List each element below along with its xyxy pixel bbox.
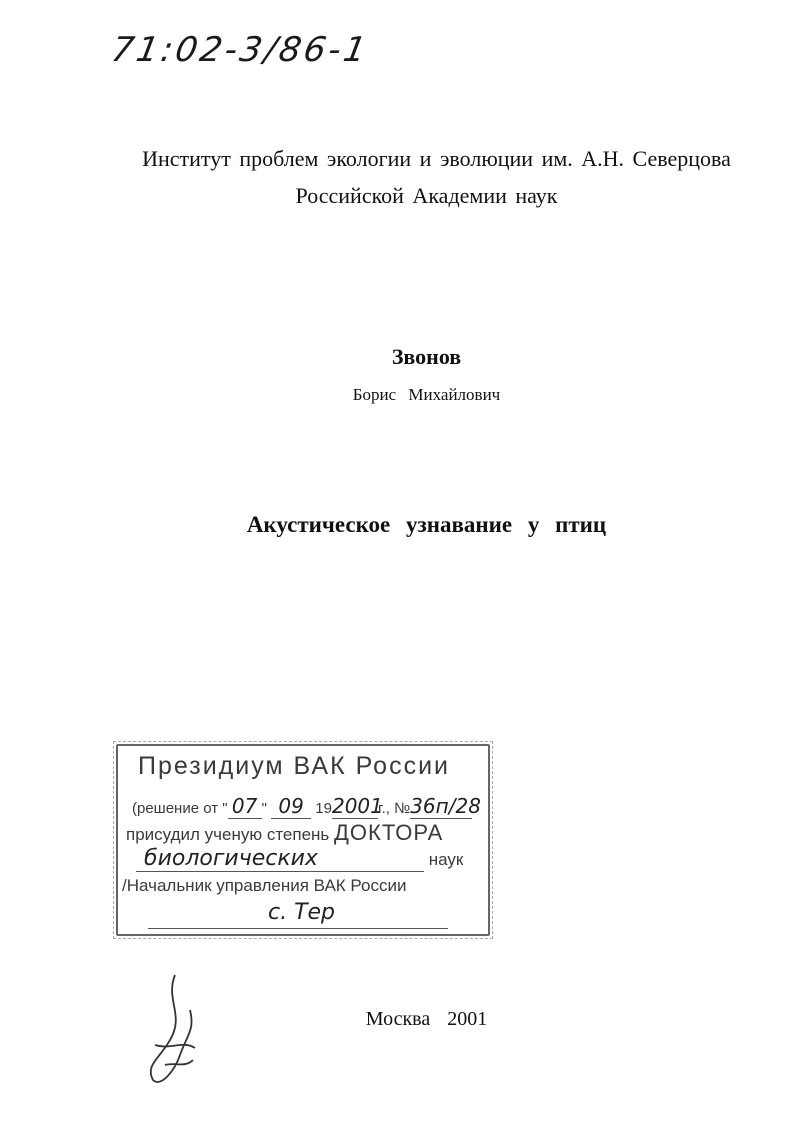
stamp-decision-line: (решение от " 07 " 09 192001г., №36п/28 bbox=[132, 794, 481, 818]
stamp-science: биологических bbox=[136, 846, 424, 872]
city-year: Москва 2001 bbox=[365, 1008, 488, 1030]
institute-name: Институт проблем экологии и эволюции им. А.Н. Северцова bbox=[142, 146, 731, 171]
stamp-year-prefix: 19 bbox=[315, 800, 332, 817]
stamp-chief: /Начальник управления ВАК России bbox=[122, 876, 407, 895]
academy-name: Российской Академии наук bbox=[295, 183, 558, 208]
stamp-number: 36п/28 bbox=[410, 794, 481, 818]
stamp-degree-prefix: присудил ученую степень bbox=[126, 825, 330, 844]
author-name: Борис Михайлович bbox=[352, 385, 501, 404]
stamp-science-suffix: наук bbox=[428, 850, 464, 869]
stamp-degree: ДОКТОРА bbox=[334, 820, 444, 845]
stamp-degree-line bbox=[126, 820, 443, 846]
vak-stamp bbox=[116, 744, 490, 936]
stamp-science-line bbox=[136, 846, 481, 872]
stamp-day: 07 bbox=[228, 794, 262, 819]
stamp-chief-label: Начальник управления ВАК России bbox=[126, 876, 407, 895]
archive-code: 71:02-3/86-1 bbox=[108, 30, 373, 70]
stamp-decision-prefix: (решение от " bbox=[132, 800, 228, 817]
thesis-title: Акустическое узнавание у птиц bbox=[246, 512, 607, 537]
author-surname: Звонов bbox=[391, 344, 462, 369]
stamp-signature: с. Тер bbox=[268, 900, 336, 925]
stamp-signature-line bbox=[148, 900, 448, 929]
stamp-month: 09 bbox=[271, 794, 311, 819]
stamp-title: Президиум ВАК России bbox=[138, 752, 450, 780]
stamp-year: 2001 bbox=[331, 794, 383, 818]
stamp-year-suffix: г., № bbox=[377, 800, 411, 817]
